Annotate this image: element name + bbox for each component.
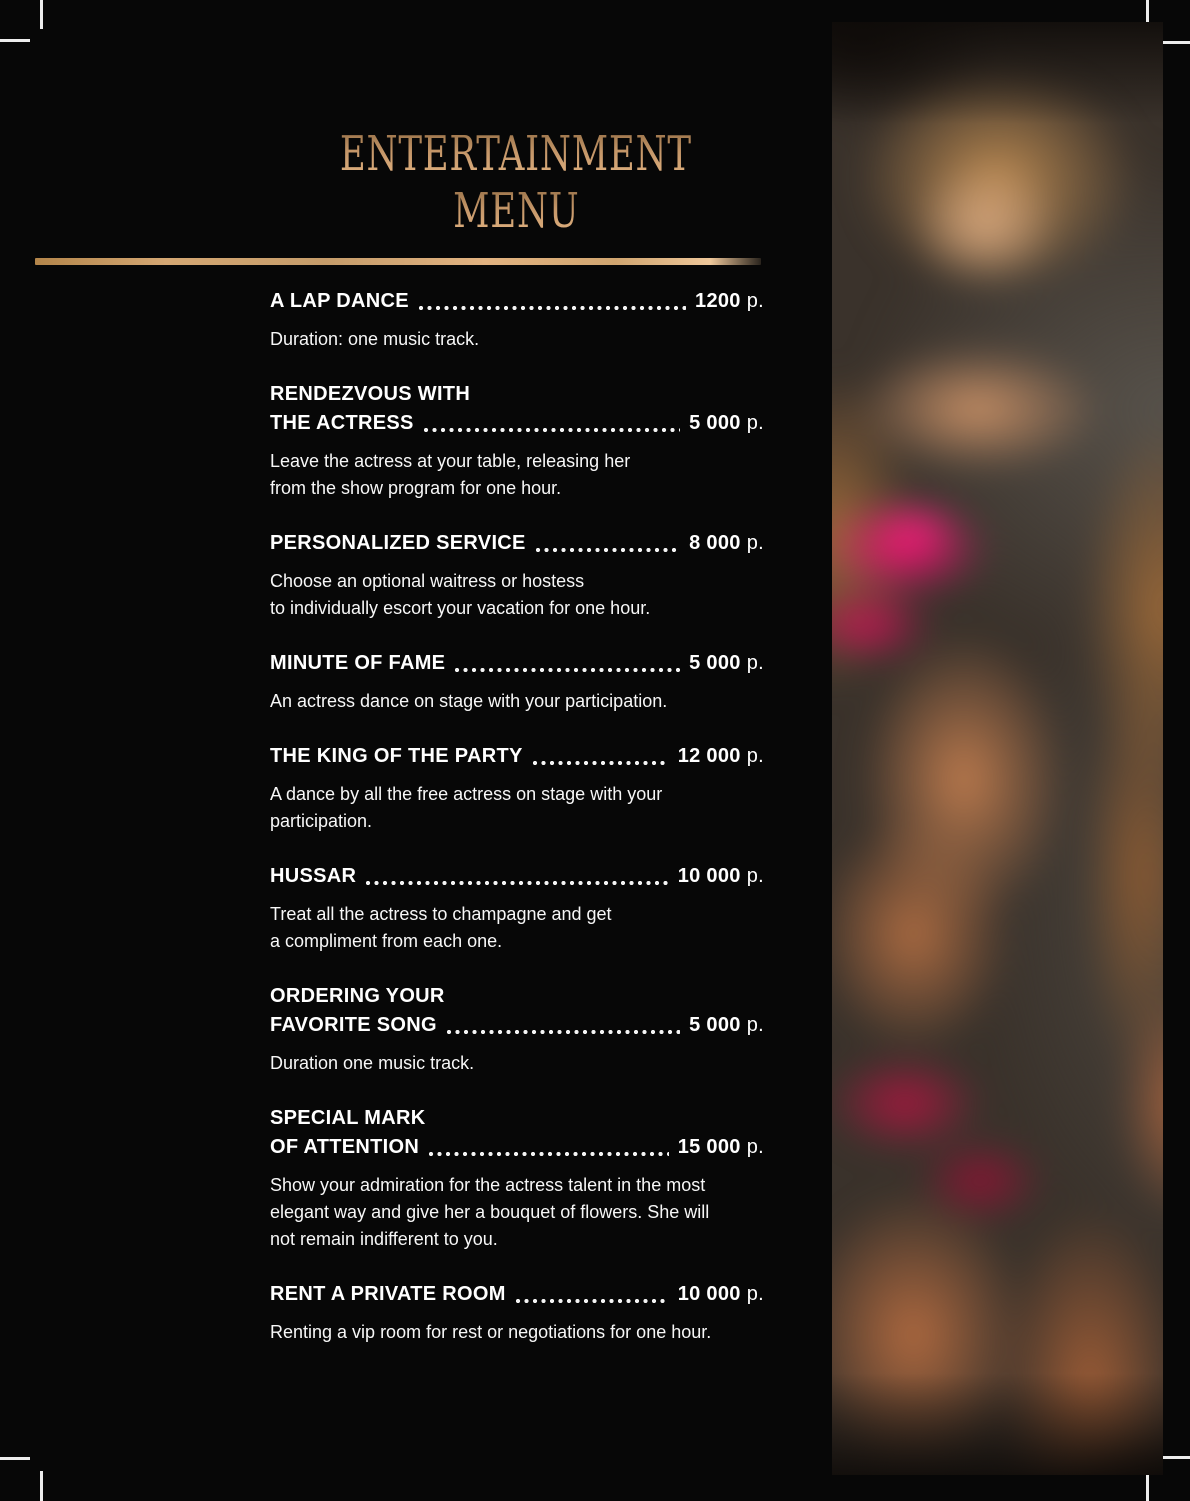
menu-list: [270, 287, 764, 1373]
crop-mark-icon: [0, 39, 30, 42]
menu-item: [270, 1104, 764, 1253]
menu-item-description: [270, 1172, 764, 1253]
description-line: participation.: [270, 811, 373, 831]
menu-item-description: [270, 568, 764, 622]
menu-item: [270, 529, 764, 622]
price-currency: p.: [746, 412, 764, 434]
menu-item-price: 5 000: [689, 1014, 741, 1036]
description-line: from the show program for one hour.: [270, 478, 562, 498]
description-line: Duration one music track.: [270, 1053, 475, 1073]
menu-item-title: MINUTE OF FAME: [270, 652, 446, 674]
menu-item-heading: [270, 649, 764, 678]
price-currency: p.: [746, 290, 764, 312]
description-line: Renting a vip room for rest or negotiations for one hour.: [270, 1322, 712, 1342]
price-currency: p.: [746, 745, 764, 767]
menu-item-heading: [270, 742, 764, 771]
menu-item-title: A LAP DANCE: [270, 290, 409, 312]
menu-item-title: THE KING OF THE PARTY: [270, 745, 523, 767]
menu-item-title-pre: SPECIAL MARK: [270, 1107, 426, 1129]
menu-item-price: 10 000: [677, 865, 741, 887]
menu-item-title: PERSONALIZED SERVICE: [270, 532, 526, 554]
description-line: Choose an optional waitress or hostess: [270, 571, 585, 591]
menu-item-heading: [270, 529, 764, 558]
menu-item-description: [270, 448, 764, 502]
menu-item-heading: [270, 287, 764, 316]
menu-item-price: 10 000: [677, 1283, 741, 1305]
menu-item: [270, 287, 764, 353]
page-title-line-1: ENTERTAINMENT: [340, 126, 692, 182]
menu-item-price: 5 000: [689, 412, 741, 434]
description-line: Treat all the actress to champagne and get: [270, 904, 612, 924]
description-line: Duration: one music track.: [270, 329, 480, 349]
photo-abstract-paint: [832, 22, 1163, 1475]
menu-item-description: [270, 781, 764, 835]
menu-item: [270, 742, 764, 835]
menu-item-heading: [270, 1011, 764, 1040]
menu-item: [270, 862, 764, 955]
description-line: An actress dance on stage with your participation.: [270, 691, 668, 711]
description-line: A dance by all the free actress on stage with your: [270, 784, 663, 804]
gold-divider: [35, 258, 761, 265]
dotted-leader: [536, 548, 680, 552]
description-line: elegant way and give her a bouquet of flowers. She will: [270, 1202, 710, 1222]
menu-item: [270, 649, 764, 715]
menu-item-price: 12 000: [677, 745, 741, 767]
menu-item-heading: [270, 1280, 764, 1309]
crop-mark-icon: [1160, 1456, 1190, 1459]
page-title: [270, 126, 762, 240]
price-currency: p.: [746, 532, 764, 554]
menu-item-price: 15 000: [677, 1136, 741, 1158]
description-line: a compliment from each one.: [270, 931, 503, 951]
crop-mark-icon: [40, 1471, 43, 1501]
menu-item: [270, 982, 764, 1077]
description-line: not remain indifferent to you.: [270, 1229, 498, 1249]
dotted-leader: [447, 1030, 680, 1034]
menu-item-title: FAVORITE SONG: [270, 1014, 437, 1036]
menu-item-heading: [270, 1133, 764, 1162]
menu-item-description: [270, 688, 764, 715]
menu-item-price: 5 000: [689, 652, 741, 674]
dotted-leader: [516, 1299, 669, 1303]
description-line: Leave the actress at your table, releasing her: [270, 451, 631, 471]
price-currency: p.: [746, 865, 764, 887]
menu-item-heading: [270, 862, 764, 891]
menu-item-title-pre: ORDERING YOUR: [270, 985, 445, 1007]
menu-item: [270, 1280, 764, 1346]
dotted-leader: [455, 668, 680, 672]
price-currency: p.: [746, 1014, 764, 1036]
menu-item-description: [270, 1050, 764, 1077]
dotted-leader: [366, 881, 668, 885]
menu-item-description: [270, 901, 764, 955]
description-line: to individually escort your vacation for one hour.: [270, 598, 651, 618]
price-currency: p.: [746, 1283, 764, 1305]
price-currency: p.: [746, 1136, 764, 1158]
price-currency: p.: [746, 652, 764, 674]
menu-item-description: [270, 1319, 764, 1346]
menu-item-title: THE ACTRESS: [270, 412, 414, 434]
menu-item-heading: [270, 409, 764, 438]
menu-item-title: HUSSAR: [270, 865, 357, 887]
menu-item-price: 1200: [695, 290, 741, 312]
menu-item-title-pre: RENDEZVOUS WITH: [270, 383, 471, 405]
dotted-leader: [419, 306, 686, 310]
menu-item-title: OF ATTENTION: [270, 1136, 420, 1158]
menu-item: [270, 380, 764, 502]
dotted-leader: [424, 428, 680, 432]
description-line: Show your admiration for the actress talent in the most: [270, 1175, 706, 1195]
page-title-line-2: MENU: [452, 183, 580, 239]
lingerie-model-photo: [832, 22, 1163, 1475]
dotted-leader: [533, 761, 669, 765]
menu-item-title: RENT A PRIVATE ROOM: [270, 1283, 506, 1305]
crop-mark-icon: [40, 0, 43, 29]
crop-mark-icon: [1160, 41, 1190, 44]
crop-mark-icon: [0, 1457, 30, 1460]
menu-item-description: [270, 326, 764, 353]
menu-item-price: 8 000: [689, 532, 741, 554]
dotted-leader: [429, 1152, 669, 1156]
